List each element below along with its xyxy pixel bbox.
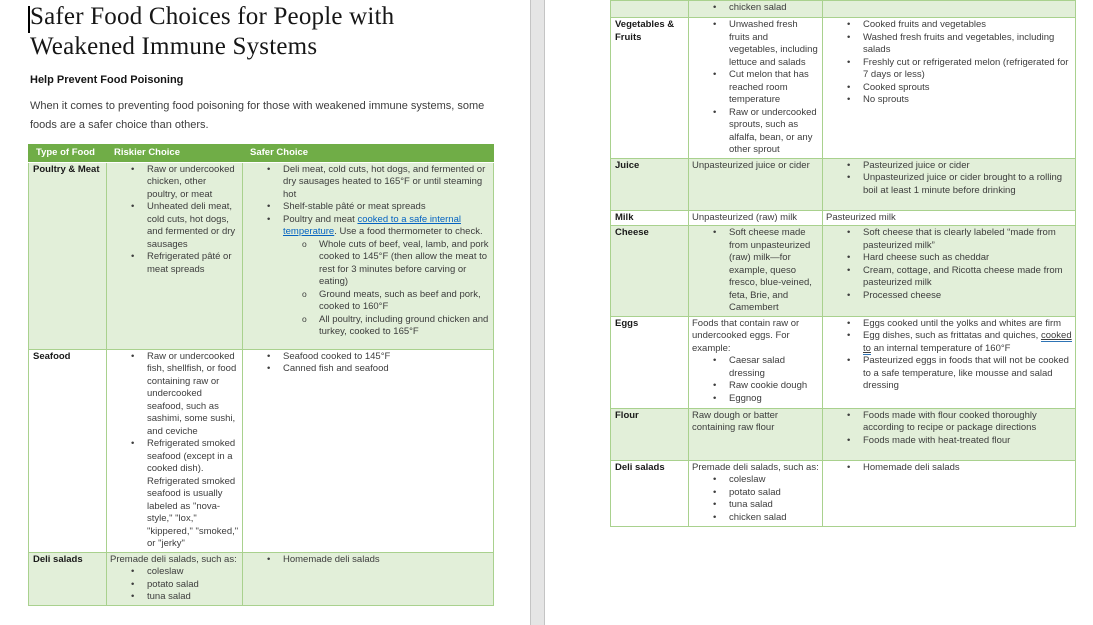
safer-choice-cell: [823, 158, 1076, 210]
type-of-food-cell: Deli salads: [29, 552, 107, 605]
riskier-choice-cell: [689, 18, 823, 159]
bullet-item: [826, 94, 1072, 107]
bullet-item: [692, 19, 819, 69]
safer-choice-cell: [823, 18, 1076, 159]
type-of-food-cell: Eggs: [611, 316, 689, 408]
text-run: Deli meat, cold cuts, hot dogs, and fermented or dry sausages heated to 165°F or until steaming hot: [283, 163, 486, 200]
text-run: Refrigerated smoked seafood (except in a cooked dish). Refrigerated smoked seafood is usually labeled as "nova-style," "lox," "kippered," "smoked," or "jerky": [147, 438, 239, 549]
safer-choice-cell: [823, 210, 1076, 226]
riskier-choice-cell: [689, 210, 823, 226]
section-heading: Help Prevent Food Poisoning: [30, 74, 184, 86]
cell-text: [692, 212, 819, 225]
cell-text: [826, 212, 1072, 225]
page-1: [0, 0, 530, 625]
text-run: Refrigerated pâté or meat spreads: [147, 251, 232, 275]
bullet-item: [826, 160, 1072, 173]
bullet-item: [692, 512, 819, 525]
bullet-item: [110, 566, 239, 579]
bullet-item: [826, 355, 1072, 393]
text-run: Cooked sprouts: [863, 81, 930, 93]
riskier-choice-cell: [689, 408, 823, 460]
text-run: Unpasteurized juice or cider brought to a rolling boil at least 1 minute before drinking: [863, 172, 1063, 196]
table-row: [611, 210, 1076, 226]
text-run: Premade deli salads, such as:: [110, 553, 237, 565]
text-run: Foods made with flour cooked thoroughly according to recipe or package directions: [863, 409, 1037, 433]
table-row: [611, 408, 1076, 460]
bullet-item: [246, 363, 490, 376]
text-run: . Use a food thermometer to check.: [334, 226, 483, 237]
bullet-item: [826, 290, 1072, 303]
text-run: Cream, cottage, and Ricotta cheese made from pasteurized milk: [863, 264, 1063, 288]
riskier-choice-cell: [689, 158, 823, 210]
hyperlink[interactable]: cooked to: [863, 330, 1072, 354]
bullet-item: [110, 438, 239, 551]
text-run: chicken salad: [729, 2, 787, 13]
bullet-item: [692, 355, 819, 380]
type-of-food-cell: Poultry & Meat: [29, 162, 107, 349]
bullet-item: [110, 251, 239, 276]
bullet-item: [246, 554, 490, 567]
text-run: Premade deli salads, such as:: [692, 461, 819, 473]
text-run: tuna salad: [147, 591, 191, 602]
bullet-item: [692, 487, 819, 500]
text-run: Raw or undercooked chicken, other poultry, or meat: [147, 163, 235, 200]
text-run: Foods that contain raw or undercooked eggs. For example:: [692, 317, 800, 354]
text-run: Processed cheese: [863, 289, 942, 301]
bullet-item: [246, 351, 490, 364]
type-of-food-cell: Deli salads: [611, 460, 689, 526]
text-run: Pasteurized milk: [826, 211, 896, 223]
intro-paragraph: When it comes to preventing food poisoning for those with weakened immune systems, some foods are a safer choice than others.: [30, 100, 485, 131]
bullet-item: [110, 164, 239, 202]
text-run: Eggs cooked until the yolks and whites are firm: [863, 317, 1062, 329]
bullet-item: [110, 591, 239, 604]
text-run: Canned fish and seafood: [283, 363, 389, 374]
hyperlink[interactable]: cooked to a safe internal temperature: [283, 213, 461, 237]
cell-text: [692, 410, 819, 435]
food-table-page2: [610, 0, 1076, 527]
page-divider: [530, 0, 545, 625]
table-row: [611, 460, 1076, 526]
type-of-food-cell: Vegetables & Fruits: [611, 18, 689, 159]
table-row: [29, 162, 494, 349]
text-run: chicken salad: [729, 511, 787, 523]
table-row: [611, 18, 1076, 159]
type-of-food-cell: Juice: [611, 158, 689, 210]
bullet-item: [826, 330, 1072, 355]
bullet-item: [692, 474, 819, 487]
type-of-food-cell: [611, 1, 689, 18]
table-header-row: [29, 145, 494, 163]
text-run: Seafood cooked to 145°F: [283, 350, 391, 362]
text-run: Soft cheese that is clearly labeled “made from pasteurized milk”: [863, 227, 1056, 251]
bullet-item: [826, 82, 1072, 95]
table-row: [611, 1, 1076, 18]
text-run: an internal temperature of 160°F: [870, 342, 1011, 354]
text-run: Raw dough or batter containing raw flour: [692, 409, 779, 433]
riskier-choice-cell: [689, 316, 823, 408]
bullet-item: [826, 410, 1072, 435]
column-header: Riskier Choice: [107, 145, 243, 163]
text-run: Unwashed fresh fruits and vegetables, including lettuce and salads: [729, 19, 818, 68]
bullet-item: [246, 314, 490, 339]
text-run: Unpasteurized juice or cider: [692, 159, 810, 171]
safer-choice-cell: [823, 460, 1076, 526]
text-run: Whole cuts of beef, veal, lamb, and pork cooked to 145°F (then allow the meat to rest for 3 minutes before carving or eating): [319, 238, 489, 287]
bullet-item: [692, 69, 819, 107]
text-run: Eggnog: [729, 392, 762, 404]
column-header: Safer Choice: [243, 145, 494, 163]
bullet-item: [826, 227, 1072, 252]
bullet-item: [110, 201, 239, 251]
riskier-choice-cell: [689, 226, 823, 317]
bullet-item: [246, 239, 490, 289]
bullet-item: [826, 265, 1072, 290]
riskier-choice-cell: [107, 162, 243, 349]
text-run: Hard cheese such as cheddar: [863, 252, 990, 263]
cell-text: [692, 160, 819, 173]
bullet-item: [692, 393, 819, 406]
bullet-item: [246, 164, 490, 202]
text-run: coleslaw: [729, 474, 766, 485]
bullet-item: [826, 318, 1072, 331]
document-title: Safer Food Choices for People with Weakened Immune Systems: [30, 3, 395, 60]
bullet-item: [826, 19, 1072, 32]
food-safety-table-page1: [28, 144, 494, 606]
riskier-choice-cell: [107, 349, 243, 552]
bullet-item: [692, 227, 819, 315]
text-run: Ground meats, such as beef and pork, cooked to 160°F: [319, 288, 481, 312]
text-run: tuna salad: [729, 499, 773, 510]
safer-choice-cell: [823, 316, 1076, 408]
text-run: coleslaw: [147, 566, 184, 577]
text-run: Poultry and meat: [283, 213, 358, 225]
riskier-choice-cell: [689, 1, 823, 18]
text-run: Pasteurized eggs in foods that will not be cooked to a safe temperature, like mousse and salad dressing: [863, 355, 1069, 391]
type-of-food-cell: Cheese: [611, 226, 689, 317]
page-2: [545, 0, 1093, 625]
text-run: Raw or undercooked sprouts, such as alfalfa, bean, or any other sprout: [729, 106, 817, 155]
bullet-item: [246, 289, 490, 314]
table-row: [611, 226, 1076, 317]
bullet-item: [826, 32, 1072, 57]
safer-choice-cell: [823, 1, 1076, 18]
bullet-item: [246, 201, 490, 214]
riskier-choice-cell: [107, 552, 243, 605]
bullet-item: [826, 252, 1072, 265]
table-row: [29, 349, 494, 552]
text-run: Caesar salad dressing: [729, 355, 785, 379]
safer-choice-cell: [243, 162, 494, 349]
bullet-item: [692, 2, 819, 15]
cell-text: [110, 554, 239, 567]
bullet-item: [826, 462, 1072, 475]
text-run: Unpasteurized (raw) milk: [692, 211, 798, 223]
safer-choice-cell: [823, 408, 1076, 460]
text-run: Egg dishes, such as frittatas and quiches,: [863, 330, 1041, 341]
bullet-item: [826, 57, 1072, 82]
safer-choice-cell: [243, 552, 494, 605]
column-header: Type of Food: [29, 145, 107, 163]
bullet-item: [826, 435, 1072, 448]
bullet-item: [692, 380, 819, 393]
bullet-item: [692, 107, 819, 157]
bullet-item: [110, 351, 239, 439]
safer-choice-cell: [823, 226, 1076, 317]
text-run: Cut melon that has reached room temperature: [729, 69, 809, 105]
text-run: potato salad: [147, 578, 199, 590]
type-of-food-cell: Seafood: [29, 349, 107, 552]
cell-text: [692, 318, 819, 356]
bullet-item: [826, 172, 1072, 197]
cell-text: [692, 462, 819, 475]
text-run: Homemade deli salads: [283, 553, 380, 565]
table-row: [611, 158, 1076, 210]
text-run: Shelf-stable pâté or meat spreads: [283, 201, 426, 212]
text-run: All poultry, including ground chicken and turkey, cooked to 165°F: [319, 313, 489, 337]
riskier-choice-cell: [689, 460, 823, 526]
text-run: Foods made with heat-treated flour: [863, 434, 1011, 446]
text-run: Raw cookie dough: [729, 380, 808, 391]
text-run: Pasteurized juice or cider: [863, 159, 970, 171]
text-run: Freshly cut or refrigerated melon (refrigerated for 7 days or less): [863, 56, 1069, 80]
text-run: No sprouts: [863, 94, 909, 105]
safer-choice-cell: [243, 349, 494, 552]
text-run: Soft cheese made from unpasteurized (raw) milk—for example, queso fresco, blue-veined, feta, Brie, and Camembert: [729, 227, 812, 313]
text-run: Unheated deli meat, cold cuts, hot dogs, and fermented or dry sausages: [147, 201, 236, 250]
bullet-item: [246, 214, 490, 239]
text-run: Raw or undercooked fish, shellfish, or food containing raw or undercooked seafood, such as sashimi, some sushi, and ceviche: [147, 350, 237, 437]
text-run: Washed fresh fruits and vegetables, including salads: [863, 31, 1055, 55]
food-table-page1: [28, 144, 494, 606]
bullet-item: [110, 579, 239, 592]
text-run: potato salad: [729, 486, 781, 498]
food-safety-table-page2: [610, 0, 1076, 527]
type-of-food-cell: Flour: [611, 408, 689, 460]
text-run: Homemade deli salads: [863, 461, 960, 473]
text-run: Cooked fruits and vegetables: [863, 19, 987, 30]
bullet-item: [692, 499, 819, 512]
type-of-food-cell: Milk: [611, 210, 689, 226]
table-row: [611, 316, 1076, 408]
table-row: [29, 552, 494, 605]
